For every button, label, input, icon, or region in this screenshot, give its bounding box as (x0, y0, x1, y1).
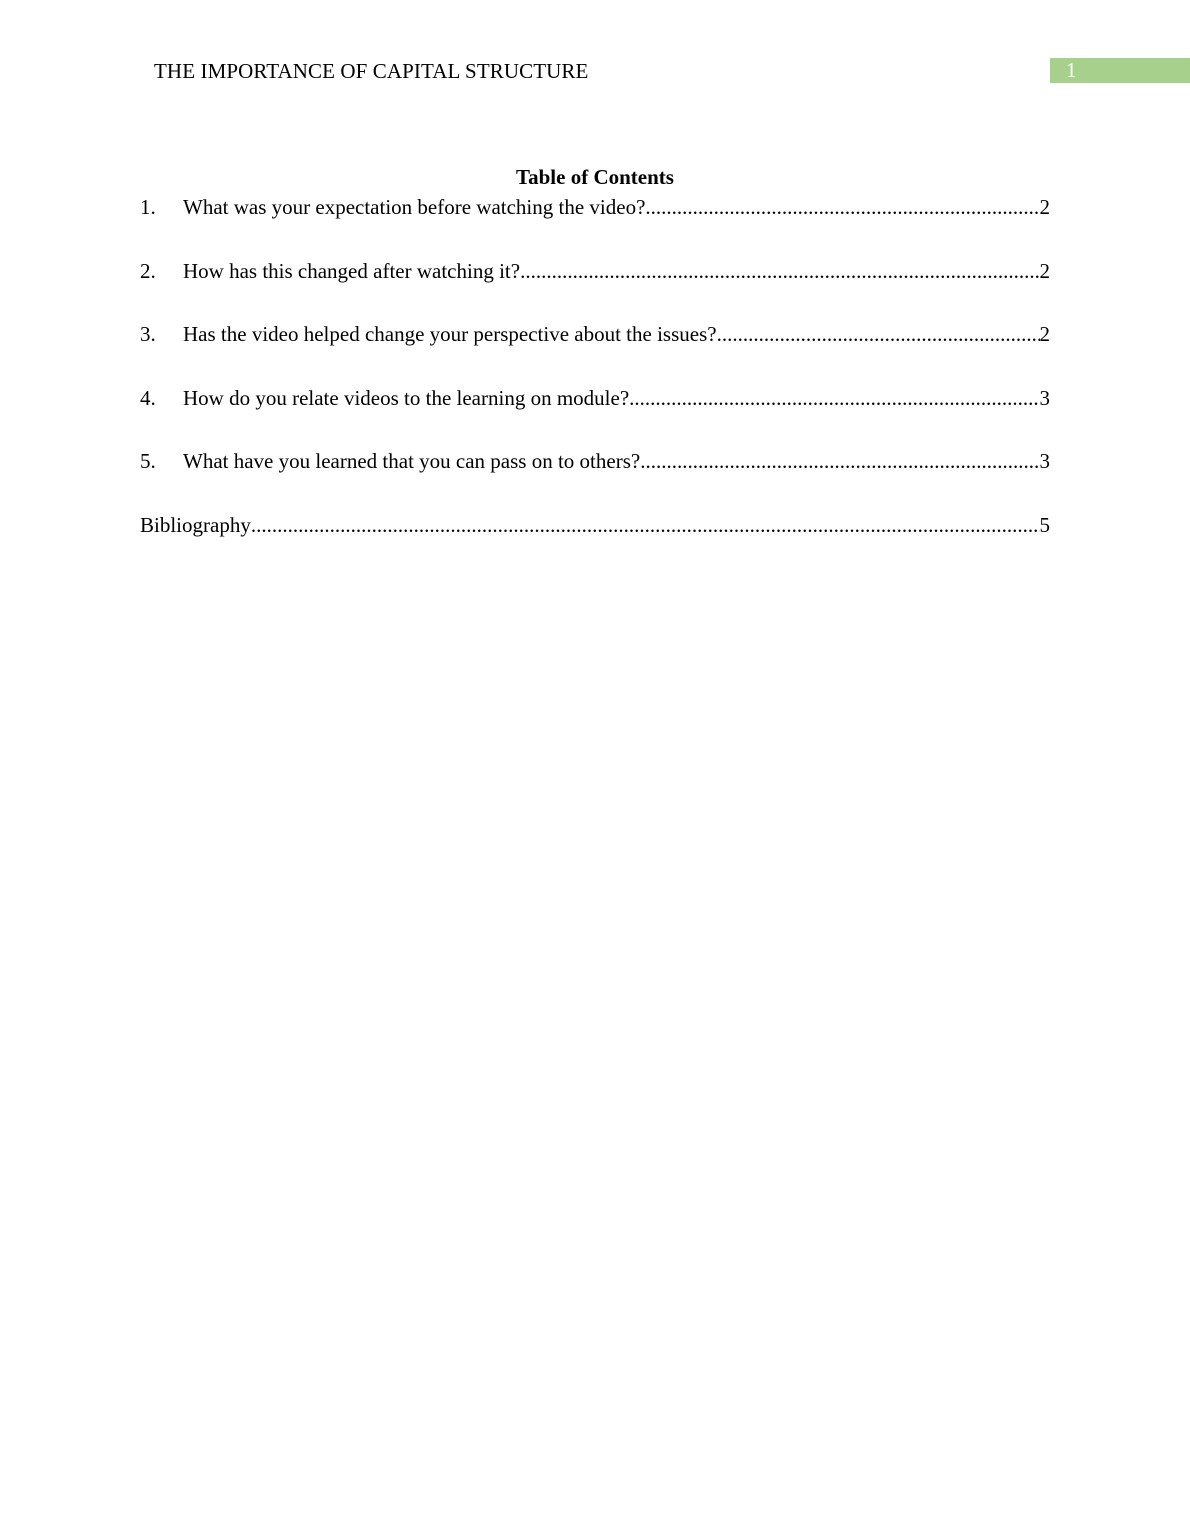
toc-leader-dots (640, 448, 1039, 474)
toc-entry-text[interactable]: Has the video helped change your perspective about the issues? (183, 322, 717, 347)
toc-entry-text[interactable]: Bibliography (140, 512, 251, 537)
toc-entry-number: 2. (140, 258, 156, 283)
toc-entry-4[interactable] (140, 385, 1050, 449)
toc-entry-page[interactable]: 3 (1039, 385, 1050, 410)
toc-entry-1[interactable] (140, 194, 1050, 258)
page-number-box (1050, 58, 1190, 83)
toc-entry-5[interactable] (140, 448, 1050, 512)
toc-entry-text[interactable]: How do you relate videos to the learning on module? (183, 385, 630, 410)
toc-entry-page[interactable]: 2 (1039, 195, 1050, 219)
toc-entry-page[interactable]: 2 (1039, 258, 1050, 283)
toc-entry-2[interactable] (140, 258, 1050, 322)
toc-entry-text[interactable]: What was your expectation before watching the video? (183, 195, 646, 219)
toc-leader-dots (251, 512, 1040, 538)
running-head: THE IMPORTANCE OF CAPITAL STRUCTURE (154, 59, 589, 83)
toc-entry-page[interactable]: 3 (1039, 449, 1050, 474)
toc-entry-number: 3. (140, 322, 156, 347)
toc-entry-number: 4. (140, 385, 156, 410)
toc-entry-page[interactable]: 2 (1039, 322, 1050, 347)
toc-entry-page[interactable]: 5 (1039, 512, 1050, 537)
toc-leader-dots (717, 321, 1040, 347)
toc-title: Table of Contents (516, 165, 674, 189)
toc-entry-number: 1. (140, 195, 156, 219)
toc-entry-bibliography[interactable] (140, 512, 1050, 576)
toc-entry-text[interactable]: What have you learned that you can pass on to others? (183, 449, 641, 474)
toc-entry-text[interactable]: How has this changed after watching it? (183, 258, 521, 283)
toc-leader-dots (520, 258, 1039, 284)
toc-leader-dots (645, 194, 1039, 220)
page-number: 1 (1066, 58, 1077, 82)
table-of-contents (140, 194, 1050, 576)
toc-leader-dots (629, 385, 1039, 411)
toc-entry-3[interactable] (140, 321, 1050, 385)
toc-entry-number: 5. (140, 449, 156, 474)
